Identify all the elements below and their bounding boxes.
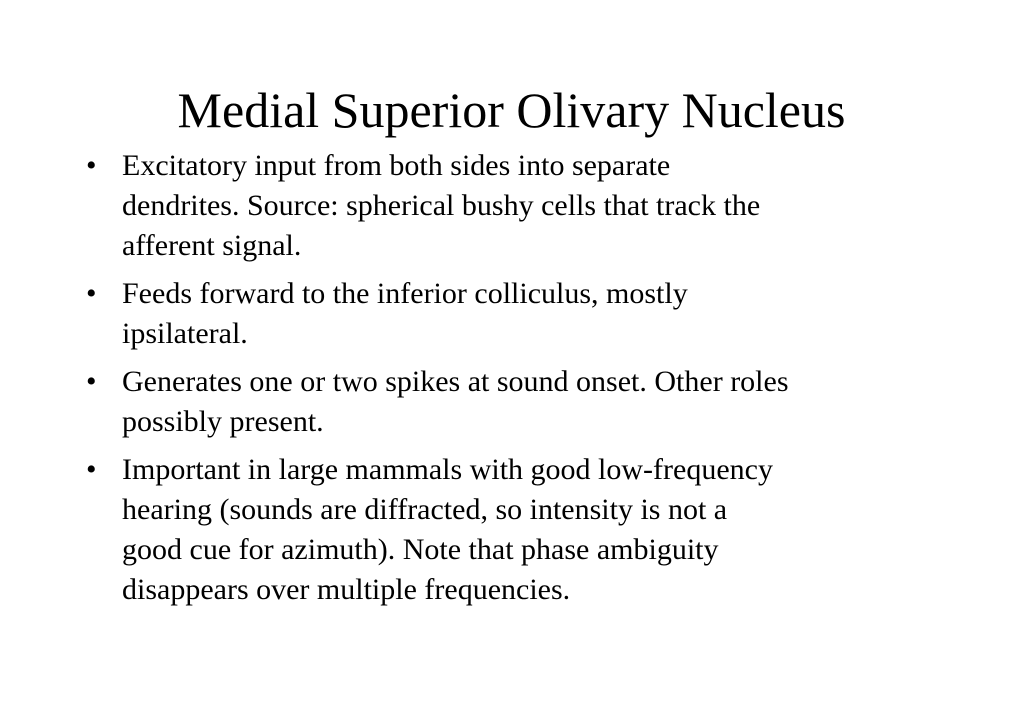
bullet-item-1	[0, 146, 1023, 266]
bullet-dot-icon: •	[86, 453, 97, 486]
bullet-item-2	[0, 274, 1023, 354]
slide-title: Medial Superior Olivary Nucleus	[177, 82, 846, 138]
bullet-item-4	[0, 450, 1023, 610]
bullet-dot-icon: •	[86, 277, 97, 310]
bullet-2-line-2: ipsilateral.	[122, 317, 248, 350]
bullet-dot-icon: •	[86, 365, 97, 398]
bullet-4-line-3: good cue for azimuth). Note that phase ambiguity	[122, 533, 719, 566]
bullet-1-line-3: afferent signal.	[122, 229, 302, 262]
bullet-2-line-1: Feeds forward to the inferior colliculus, mostly	[122, 277, 688, 310]
bullet-3-line-2: possibly present.	[122, 405, 324, 438]
bullet-4-line-1: Important in large mammals with good low-frequency	[122, 453, 773, 486]
bullet-1-line-1: Excitatory input from both sides into separate	[122, 149, 671, 182]
bullet-item-3	[0, 362, 1023, 442]
bullet-4-line-4: disappears over multiple frequencies.	[122, 573, 571, 606]
bullet-1-line-2: dendrites. Source: spherical bushy cells that track the	[122, 189, 761, 222]
bullet-3-line-1: Generates one or two spikes at sound onset. Other roles	[122, 365, 789, 398]
bullet-list	[0, 146, 1023, 618]
bullet-4-line-2: hearing (sounds are diffracted, so intensity is not a	[122, 493, 728, 526]
bullet-dot-icon: •	[86, 149, 97, 182]
